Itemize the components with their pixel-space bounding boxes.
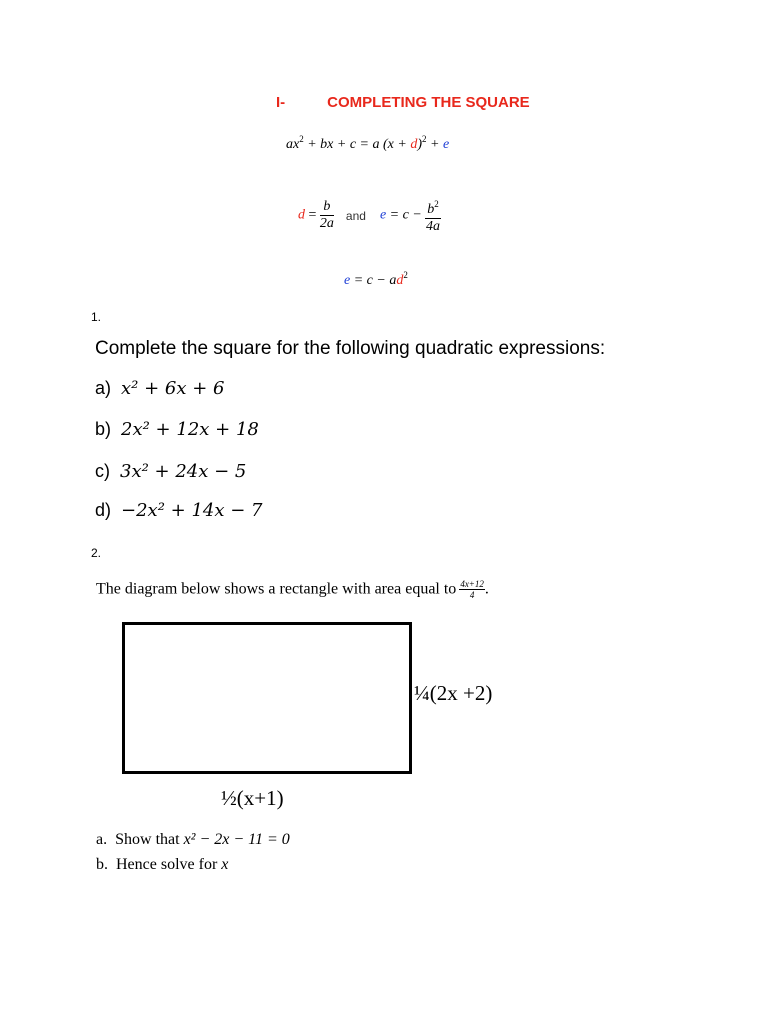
section-title: COMPLETING THE SQUARE [327,94,530,111]
question-1-item-c: c) 3x² + 24x − 5 [95,461,247,482]
question-1-item-a: a) x² + 6x + 6 [95,378,225,399]
question-1-item-b: b) 2x² + 12x + 18 [95,419,259,440]
rectangle-side-label: ¼(2x +2) [414,681,493,705]
coefficient-definitions: d = $\frac{b}{2a}$ and e = c − $\frac{b^2}{4a}$ [298,196,441,235]
question-1-prompt: Complete the square for the following quadratic expressions: [95,338,606,359]
rectangle-bottom-label: ½(x+1) [221,786,284,810]
completing-square-identity: $ax^2$ + bx + c = a $(x + d)^2 + e$ [286,134,450,152]
question-2-number: 2. [91,546,102,560]
d-fraction: $\frac{b}{2a}$ [319,199,334,231]
area-fraction: $\frac{4x+12}{4}$ [460,579,484,600]
question-1-number: 1. [91,310,102,324]
question-2-part-b: b. Hence solve for x [96,856,229,873]
section-number: I- [276,94,286,111]
rectangle-diagram [122,622,412,774]
and-text: and [345,208,366,223]
question-1-item-d: d) −2x² + 14x − 7 [95,500,263,521]
e-fraction: $\frac{b^2}{4a}$ [425,196,441,235]
question-2-part-a: a. Show that x² − 2x − 11 = 0 [96,831,290,848]
section-heading [276,94,530,111]
e-alternative-formula: $e = c - ad^2$ [344,270,408,288]
question-2-prompt: The diagram below shows a rectangle with area equal to $\frac{4x+12}{4}$ . [96,579,489,600]
